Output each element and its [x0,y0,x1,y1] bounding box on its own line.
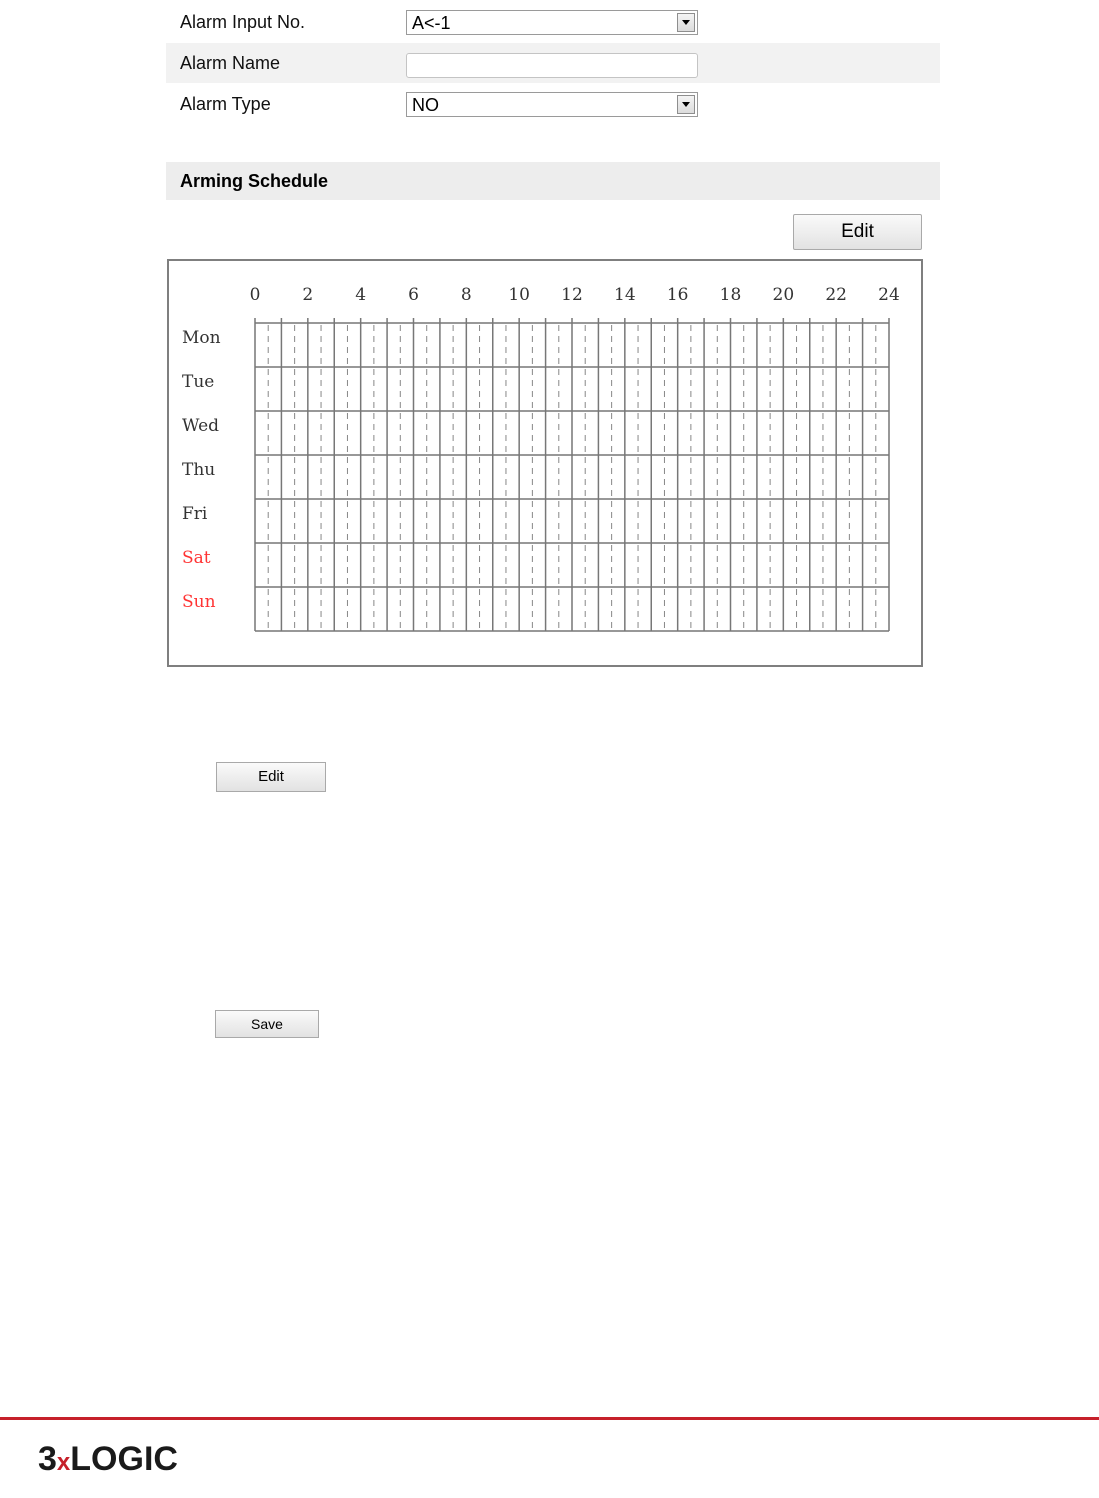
day-label-wed: Wed [182,416,220,436]
alarm-name-row [166,43,940,83]
alarm-type-select[interactable] [406,92,698,117]
hour-tick-label: 22 [825,285,847,305]
arming-schedule-header [166,162,940,200]
hour-tick-label: 6 [408,285,419,305]
schedule-grid-panel [167,259,923,667]
edit-schedule-button[interactable]: Edit [793,214,922,250]
hour-tick-label: 20 [772,285,795,305]
chevron-down-icon[interactable] [677,95,695,114]
schedule-grid[interactable] [169,261,921,665]
save-button[interactable]: Save [215,1010,319,1038]
alarm-input-value: A<-1 [412,13,451,33]
day-label-mon: Mon [182,328,221,348]
hour-tick-label: 16 [666,285,689,305]
hour-tick-label: 12 [561,285,583,305]
alarm-type-row [166,84,940,124]
alarm-type-label: Alarm Type [180,94,271,114]
hour-tick-label: 14 [614,285,636,305]
hour-tick-label: 2 [302,285,314,305]
chevron-down-icon[interactable] [677,13,695,32]
hour-tick-label: 24 [878,285,900,305]
logo-text-logic: LOGIC [70,1440,178,1478]
hour-tick-label: 8 [460,285,472,305]
alarm-type-value: NO [412,95,439,115]
day-label-sat: Sat [182,548,211,568]
section-title: Arming Schedule [180,171,329,191]
day-label-fri: Fri [182,504,208,524]
hour-tick-label: 4 [355,285,367,305]
day-label-sun: Sun [182,592,216,612]
logo-text-x: x [56,1449,71,1476]
hour-tick-label: 10 [508,285,530,305]
hour-tick-label: 18 [719,285,742,305]
edit-button[interactable]: Edit [216,762,326,792]
alarm-name-label: Alarm Name [180,53,281,73]
company-logo [38,1440,178,1479]
logo-text-3: 3 [38,1440,57,1478]
hour-tick-label: 0 [249,285,261,305]
footer-divider [0,1417,1099,1420]
alarm-input-row [166,2,940,42]
alarm-name-input[interactable] [406,53,698,78]
alarm-input-select[interactable] [406,10,698,35]
alarm-input-label: Alarm Input No. [180,12,306,32]
day-label-thu: Thu [182,460,216,480]
day-label-tue: Tue [182,372,215,392]
